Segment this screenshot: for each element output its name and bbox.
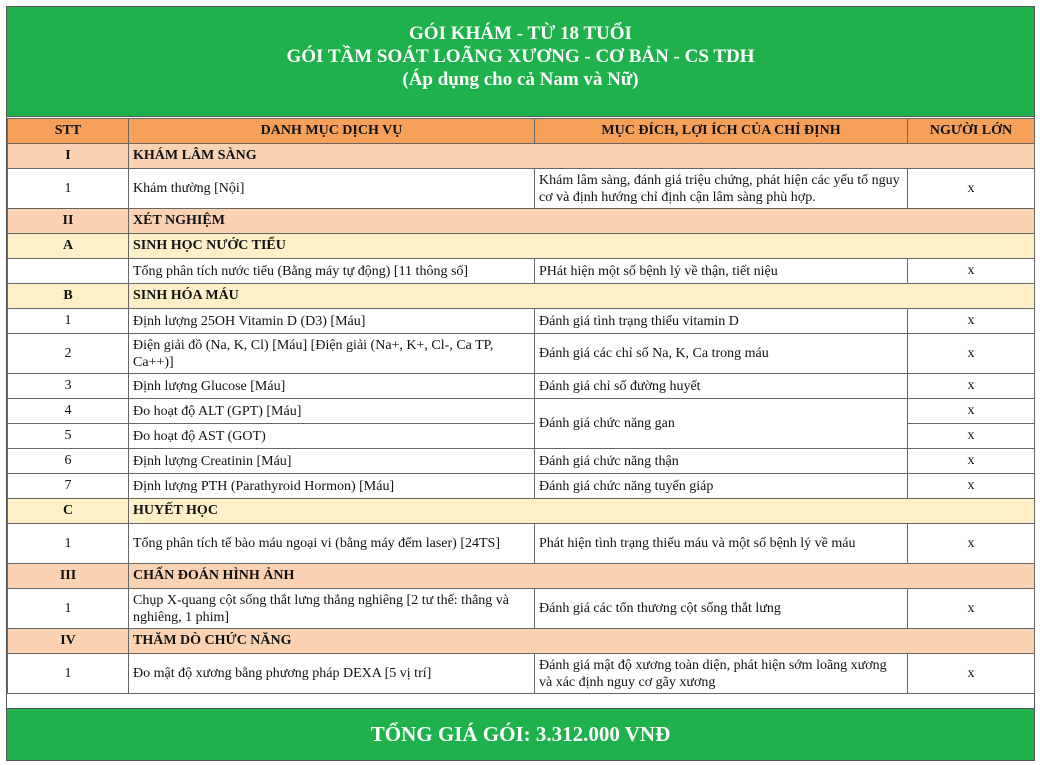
service-name: Khám thường [Nội]	[129, 169, 535, 209]
service-purpose: Đánh giá chức năng tuyến giáp	[535, 474, 908, 499]
section-title: THĂM DÒ CHỨC NĂNG	[129, 629, 1035, 654]
table-row	[8, 259, 1035, 284]
adult-mark: x	[908, 374, 1035, 399]
service-name: Đo hoạt độ ALT (GPT) [Máu]	[129, 399, 535, 424]
service-purpose: Đánh giá mật độ xương toàn diện, phát hiện sớm loãng xương và xác định nguy cơ gãy xương	[535, 654, 908, 694]
service-name: Định lượng 25OH Vitamin D (D3) [Máu]	[129, 309, 535, 334]
section-row-clinical	[8, 144, 1035, 169]
subsection-letter: C	[8, 499, 129, 524]
table-row	[8, 589, 1035, 629]
section-number: III	[8, 564, 129, 589]
service-purpose: Khám lâm sàng, đánh giá triệu chứng, phát hiện các yếu tố nguy cơ và định hướng chỉ định cận lâm sàng phù hợp.	[535, 169, 908, 209]
row-number: 4	[8, 399, 129, 424]
section-number: I	[8, 144, 129, 169]
service-name: Đo hoạt độ AST (GOT)	[129, 424, 535, 449]
row-number: 2	[8, 334, 129, 374]
subsection-letter: A	[8, 234, 129, 259]
table-row	[8, 524, 1035, 564]
adult-mark: x	[908, 169, 1035, 209]
service-purpose: Đánh giá chức năng thận	[535, 449, 908, 474]
adult-mark: x	[908, 259, 1035, 284]
service-purpose: Đánh giá các tổn thương cột sống thắt lưng	[535, 589, 908, 629]
table-row	[8, 169, 1035, 209]
price-sheet	[6, 6, 1035, 761]
adult-mark: x	[908, 334, 1035, 374]
column-header-stt: STT	[8, 119, 129, 144]
section-title: CHẨN ĐOÁN HÌNH ẢNH	[129, 564, 1035, 589]
subsection-row-hematology	[8, 499, 1035, 524]
adult-mark: x	[908, 589, 1035, 629]
section-title: KHÁM LÂM SÀNG	[129, 144, 1035, 169]
adult-mark: x	[908, 524, 1035, 564]
service-name: Đo mật độ xương bằng phương pháp DEXA [5 vị trí]	[129, 654, 535, 694]
row-number: 5	[8, 424, 129, 449]
service-purpose: Đánh giá chỉ số đường huyết	[535, 374, 908, 399]
table-row	[8, 474, 1035, 499]
service-name: Chụp X-quang cột sống thắt lưng thẳng nghiêng [2 tư thế: thẳng và nghiêng, 1 phim]	[129, 589, 535, 629]
service-purpose: Phát hiện tình trạng thiếu máu và một số bệnh lý về máu	[535, 524, 908, 564]
service-name: Định lượng PTH (Parathyroid Hormon) [Máu]	[129, 474, 535, 499]
column-header-purpose: MỤC ĐÍCH, LỢI ÍCH CỦA CHỈ ĐỊNH	[535, 119, 908, 144]
adult-mark: x	[908, 309, 1035, 334]
service-purpose: Đánh giá tình trạng thiếu vitamin D	[535, 309, 908, 334]
subsection-title: SINH HÓA MÁU	[129, 284, 1035, 309]
service-purpose: Đánh giá các chỉ số Na, K, Ca trong máu	[535, 334, 908, 374]
subsection-title: SINH HỌC NƯỚC TIỂU	[129, 234, 1035, 259]
subsection-letter: B	[8, 284, 129, 309]
row-number: 1	[8, 589, 129, 629]
table-row	[8, 309, 1035, 334]
row-number: 6	[8, 449, 129, 474]
service-name: Điện giải đồ (Na, K, Cl) [Máu] [Điện giải (Na+, K+, Cl-, Ca TP, Ca++)]	[129, 334, 535, 374]
section-row-tests	[8, 209, 1035, 234]
row-number: 1	[8, 654, 129, 694]
package-title-applicability: (Áp dụng cho cả Nam và Nữ)	[402, 69, 639, 90]
adult-mark: x	[908, 424, 1035, 449]
section-number: II	[8, 209, 129, 234]
package-header	[7, 7, 1034, 117]
row-number: 3	[8, 374, 129, 399]
services-table	[7, 118, 1035, 694]
column-header-adult: NGƯỜI LỚN	[908, 119, 1035, 144]
service-name: Tổng phân tích nước tiểu (Bằng máy tự động) [11 thông số]	[129, 259, 535, 284]
table-row	[8, 654, 1035, 694]
adult-mark: x	[908, 399, 1035, 424]
row-number	[8, 259, 129, 284]
subsection-row-urine	[8, 234, 1035, 259]
column-header-service: DANH MỤC DỊCH VỤ	[129, 119, 535, 144]
service-name: Tổng phân tích tế bào máu ngoại vi (bằng máy đếm laser) [24TS]	[129, 524, 535, 564]
table-row	[8, 334, 1035, 374]
total-price: TỔNG GIÁ GÓI: 3.312.000 VNĐ	[7, 708, 1034, 760]
table-row	[8, 399, 1035, 424]
adult-mark: x	[908, 449, 1035, 474]
row-number: 7	[8, 474, 129, 499]
row-number: 1	[8, 309, 129, 334]
service-name: Định lượng Creatinin [Máu]	[129, 449, 535, 474]
section-row-imaging	[8, 564, 1035, 589]
row-number: 1	[8, 524, 129, 564]
table-header-row	[8, 119, 1035, 144]
subsection-title: HUYẾT HỌC	[129, 499, 1035, 524]
section-row-function-tests	[8, 629, 1035, 654]
service-purpose: PHát hiện một số bệnh lý về thận, tiết niệu	[535, 259, 908, 284]
table-row	[8, 374, 1035, 399]
section-title: XÉT NGHIỆM	[129, 209, 1035, 234]
table-row	[8, 449, 1035, 474]
adult-mark: x	[908, 654, 1035, 694]
section-number: IV	[8, 629, 129, 654]
subsection-row-blood-chemistry	[8, 284, 1035, 309]
service-name: Định lượng Glucose [Máu]	[129, 374, 535, 399]
adult-mark: x	[908, 474, 1035, 499]
package-title-name: GÓI TẦM SOÁT LOÃNG XƯƠNG - CƠ BẢN - CS TDH	[286, 46, 755, 67]
service-purpose: Đánh giá chức năng gan	[535, 399, 908, 449]
row-number: 1	[8, 169, 129, 209]
package-title-age: GÓI KHÁM - TỪ 18 TUỔI	[409, 23, 632, 44]
